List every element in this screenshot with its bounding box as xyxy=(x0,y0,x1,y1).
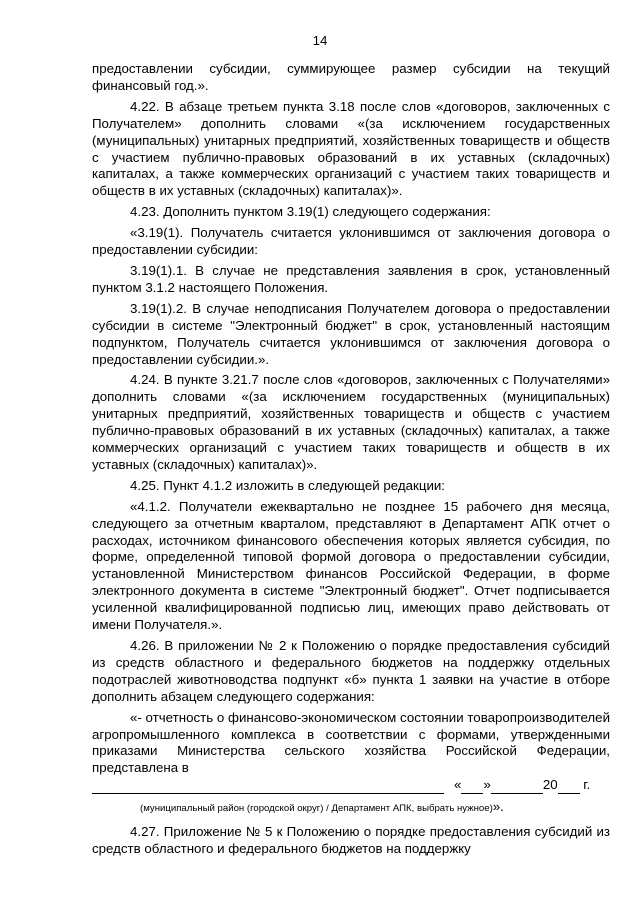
document-body xyxy=(92,61,610,862)
hint-text: (муниципальный район (городской округ) / Департамент АПК, выбрать нужное) xyxy=(140,803,493,815)
blank-line-year xyxy=(558,781,580,794)
paragraph-3-19-1: «3.19(1). Получатель считается уклонившимся от заключения договора о предоставлении субсидии: xyxy=(92,225,610,258)
paragraph-reporting: «- отчетность о финансово-экономическом состоянии товаропроизводителей агропромышленного комплекса в соответствии с формами, утвержденными приказами Министерства сельского хозяйства Российской Федерации, представлена в xyxy=(92,709,610,776)
hint-tail: ». xyxy=(492,799,504,815)
paragraph-4-22: 4.22. В абзаце третьем пункта 3.18 после слов «договоров, заключенных с Получателем» дополнить словами «(за исключением государственных (муниципальных) унитарных предприятий, хозяйственных товариществ и обществ с участием публично-правовых образований в их уставных (складочных) капиталах, а также коммерческих организаций с участием таких товариществ и обществ в их уставных (складочных) капиталах)». xyxy=(92,98,610,199)
year-prefix: 20 xyxy=(542,777,558,793)
paragraph-3-19-1-1: 3.19(1).1. В случае не представления заявления в срок, установленный пунктом 3.1.2 настоящего Положения. xyxy=(92,262,610,295)
blank-line-month xyxy=(491,781,543,794)
quote-close: » xyxy=(483,777,491,793)
paragraph-4-1-2: «4.1.2. Получатели ежеквартально не позднее 15 рабочего дня месяца, следующего за отчетным кварталом, представляют в Департамент АПК отчет о расходах, источником финансового обеспечения которых является субсидия, по форме, определенной типовой формой договора о предоставлении субсидии, установленной Министерством финансов Российской Федерации, в форме электронного документа в системе "Электронный бюджет". Отчет подписывается усиленной квалифицированной подписью лиц, имеющих право действовать от имени Получателя.». xyxy=(92,498,610,633)
paragraph-4-25: 4.25. Пункт 4.1.2 изложить в следующей редакции: xyxy=(130,477,445,493)
paragraph-3-19-1-2: 3.19(1).2. В случае неподписания Получателем договора о предоставлении субсидии в системе "Электронный бюджет" в срок, установленный настоящим подпунктом, Получатель считается уклонившимся от заключения договора о предоставлении субсидии.». xyxy=(92,300,610,367)
paragraph-4-27: 4.27. Приложение № 5 к Положению о порядке предоставления субсидий из средств областного и федерального бюджетов на поддержку xyxy=(92,824,610,857)
paragraph-4-26: 4.26. В приложении № 2 к Положению о порядке предоставления субсидий из средств областного и федерального бюджетов на поддержку отдельных подотраслей животноводства подпункт «б» пункта 1 заявки на участие в отборе дополнить абзацем следующего содержания: xyxy=(92,638,610,704)
paragraph-4-23: 4.23. Дополнить пунктом 3.19(1) следующего содержания: xyxy=(130,204,491,220)
fill-line-hint xyxy=(92,800,610,816)
fill-in-line xyxy=(92,777,610,794)
paragraph-continuation: предоставлении субсидии, суммирующее размер субсидии на текущий финансовый год.». xyxy=(92,61,610,93)
year-suffix: г. xyxy=(579,777,591,793)
paragraph-4-24: 4.24. В пункте 3.21.7 после слов «договоров, заключенных с Получателями» дополнить словами «(за исключением государственных (муниципальных) унитарных предприятий, хозяйственных товариществ и обществ с участием публично-правовых образований в их уставных (складочных) капиталах, а также коммерческих организаций с участием таких товариществ и обществ в их уставных (складочных) капиталах)». xyxy=(92,372,610,472)
page-number: 14 xyxy=(312,33,328,48)
blank-line-organization xyxy=(92,781,444,794)
blank-line-day xyxy=(461,781,483,794)
quote-open: « xyxy=(454,777,462,793)
